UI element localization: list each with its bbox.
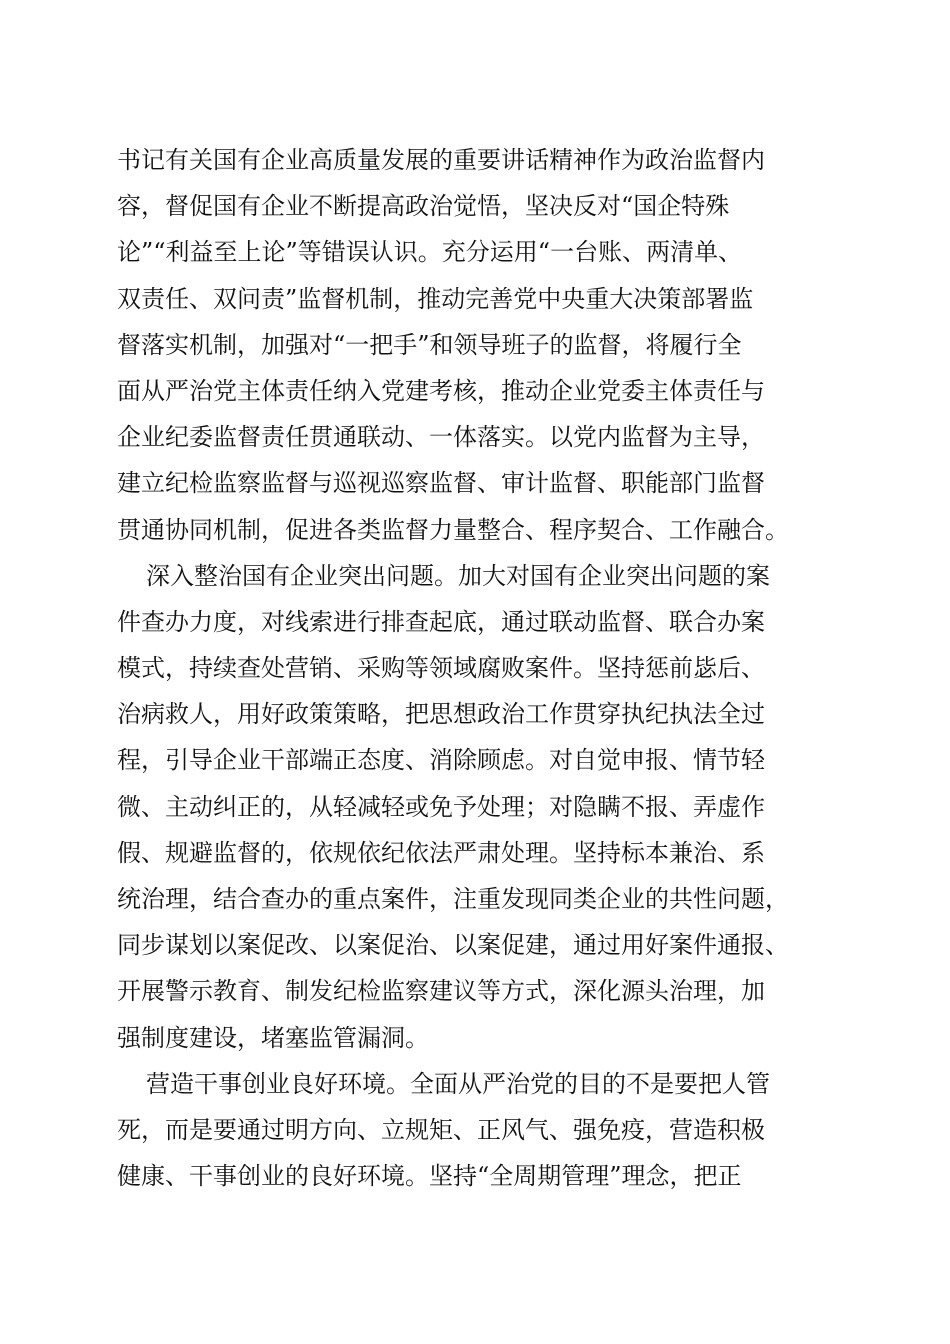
text-line: 企业纪委监督责任贯通联动、一体落实。以党内监督为主导， [117,423,765,452]
text-line: 论”“利益至上论”等错误认识。充分运用“一台账、两清单、 [117,238,743,267]
paragraph-start-line: 深入整治国有企业突出问题。加大对国有企业突出问题的案 [146,561,770,590]
paragraph-start-line: 营造干事创业良好环境。全面从严治党的目的不是要把人管 [146,1069,770,1098]
text-line: 贯通协同机制，促进各类监督力量整合、程序契合、工作融合。 [117,515,789,544]
text-line: 容，督促国有企业不断提高政治觉悟，坚决反对“国企特殊 [117,192,730,221]
text-line: 书记有关国有企业高质量发展的重要讲话精神作为政治监督内 [117,146,765,174]
text-line: 微、主动纠正的，从轻减轻或免予处理；对隐瞒不报、弄虚作 [117,792,765,821]
text-line: 建立纪检监察监督与巡视巡察监督、审计监督、职能部门监督 [117,469,765,498]
text-line: 开展警示教育、制发纪检监察建议等方式，深化源头治理，加 [117,977,765,1006]
text-line: 程，引导企业干部端正态度、消除顾虑。对自觉申报、情节轻 [117,746,765,775]
text-line: 双责任、双问责”监督机制，推动完善党中央重大决策部署监 [117,284,754,313]
text-line: 督落实机制，加强对“一把手”和领导班子的监督，将履行全 [117,330,742,359]
body-text [117,137,837,1199]
text-line: 件查办力度，对线索进行排查起底，通过联动监督、联合办案 [117,607,765,636]
text-line: 死，而是要通过明方向、立规矩、正风气、强免疫，营造积极 [117,1115,765,1144]
text-line: 面从严治党主体责任纳入党建考核，推动企业党委主体责任与 [117,376,765,405]
text-line: 治病救人，用好政策策略，把思想政治工作贯穿执纪执法全过 [117,700,765,729]
text-line: 同步谋划以案促改、以案促治、以案促建，通过用好案件通报、 [117,931,789,960]
text-line: 统治理，结合查办的重点案件，注重发现同类企业的共性问题， [117,885,789,913]
text-line: 模式，持续查处营销、采购等领域腐败案件。坚持惩前毖后、 [117,654,765,683]
text-line: 强制度建设，堵塞监管漏洞。 [117,1023,429,1052]
text-line: 健康、干事创业的良好环境。坚持“全周期管理”理念，把正 [117,1162,742,1191]
text-line: 假、规避监督的，依规依纪依法严肃处理。坚持标本兼治、系 [117,838,765,867]
